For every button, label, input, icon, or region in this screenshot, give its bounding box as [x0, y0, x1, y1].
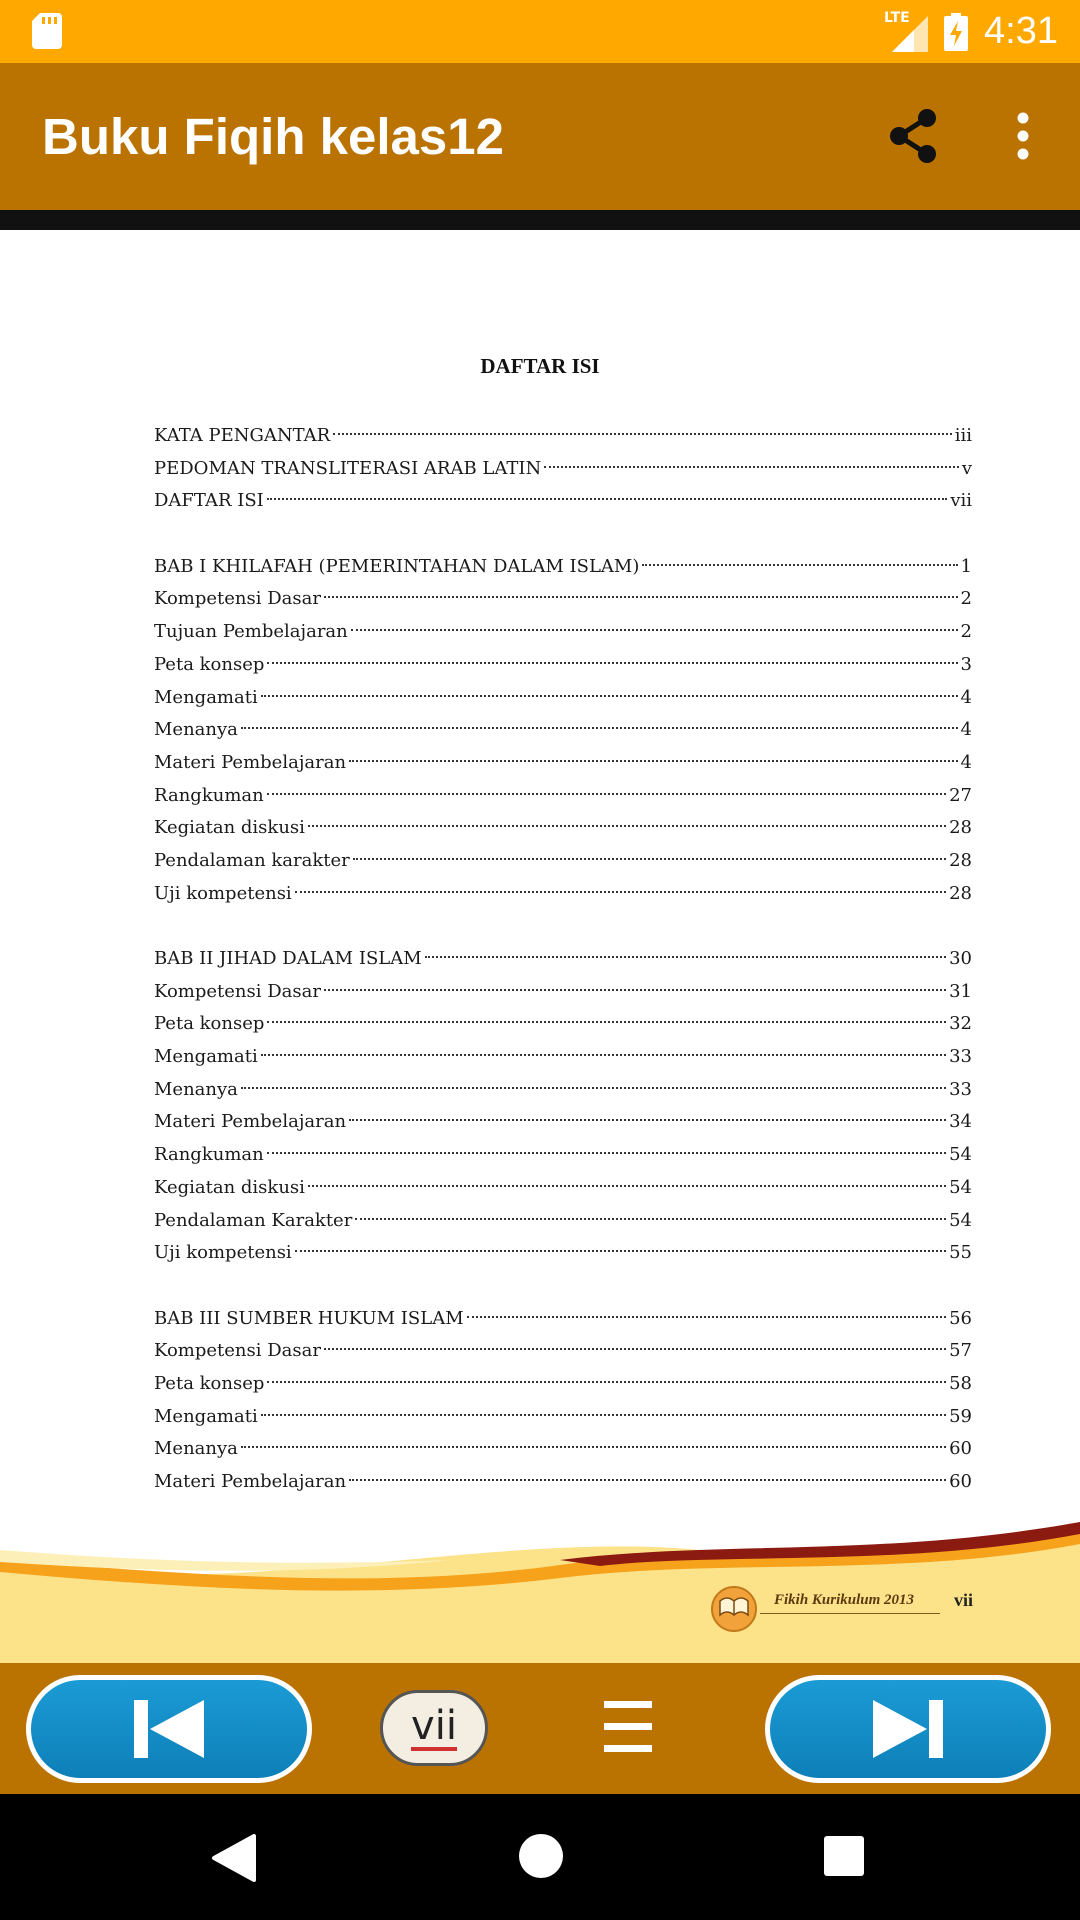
toc-entry[interactable]: [154, 583, 972, 616]
footer-page-number: vii: [954, 1590, 974, 1610]
footer-book-name: Fikih Kurikulum 2013: [774, 1592, 915, 1608]
toc-entry-page: 32: [949, 1013, 972, 1035]
toc-entry-label: Mengamati: [154, 1046, 258, 1068]
toc-entry-page: 56: [949, 1307, 972, 1329]
skip-previous-icon: [132, 1698, 206, 1760]
toc-leader-dots: [241, 727, 958, 729]
toc-leader-dots: [642, 564, 957, 566]
toc-entry[interactable]: [154, 1106, 972, 1139]
toc-entry-label: Materi Pembelajaran: [154, 1471, 347, 1492]
toc-entry-label: Mengamati: [154, 686, 258, 708]
sd-card-icon: [32, 13, 62, 49]
toc-leader-dots: [308, 825, 946, 827]
toc-leader-dots: [324, 1348, 946, 1350]
toc-entry-page: 1: [960, 555, 972, 577]
toc-entry[interactable]: [154, 976, 972, 1009]
toc-leader-dots: [241, 1446, 946, 1448]
toc-leader-dots: [349, 1479, 946, 1481]
toc-leader-dots: [267, 662, 957, 664]
toc-entry-page: 30: [949, 948, 972, 969]
toc-entry-label: Kegiatan diskusi: [154, 1176, 305, 1198]
toc-entry-label: Menanya: [154, 1078, 238, 1100]
previous-page-button[interactable]: [26, 1675, 312, 1783]
recent-apps-icon[interactable]: [824, 1836, 864, 1876]
toc-entry-page: 33: [949, 1046, 972, 1068]
status-bar: [0, 0, 1080, 63]
book-page[interactable]: [0, 230, 1080, 1663]
network-type: LTE: [884, 9, 910, 26]
table-of-contents: [154, 420, 972, 1499]
toc-entry-label: Tujuan Pembelajaran: [154, 621, 348, 643]
toc-leader-dots: [467, 1316, 946, 1318]
toc-leader-dots: [241, 1087, 946, 1089]
page-heading: DAFTAR ISI: [480, 354, 600, 378]
toc-leader-dots: [267, 1021, 946, 1023]
toc-leader-dots: [261, 695, 958, 697]
app-title: Buku Fiqih kelas12: [42, 108, 504, 165]
toc-entry-page: 55: [949, 1242, 972, 1264]
toc-entry[interactable]: [154, 1008, 972, 1041]
toc-entry-label: KATA PENGANTAR: [154, 425, 331, 446]
toc-leader-dots: [261, 1054, 946, 1056]
toc-entry-page: 58: [949, 1372, 972, 1394]
toc-entry-page: 3: [960, 653, 972, 675]
book-logo-icon: [710, 1585, 758, 1633]
toc-entry[interactable]: [154, 1335, 972, 1368]
toc-entry-page: 2: [960, 621, 972, 643]
toc-entry-page: 28: [949, 817, 972, 839]
toc-leader-dots: [267, 1152, 946, 1154]
toc-leader-dots: [349, 1119, 946, 1121]
toc-leader-dots: [351, 629, 958, 631]
toc-entry-label: Rangkuman: [154, 784, 264, 806]
toc-entry[interactable]: [154, 682, 972, 715]
toc-entry[interactable]: [154, 878, 972, 911]
toc-entry[interactable]: [154, 420, 972, 453]
menu-icon[interactable]: [600, 1693, 660, 1759]
toc-entry-page: 28: [949, 849, 972, 871]
toc-entry-label: Peta konsep: [154, 1013, 265, 1035]
toc-entry[interactable]: [154, 453, 972, 486]
toc-entry-page: 2: [960, 588, 972, 610]
toc-entry-page: 28: [949, 882, 972, 904]
toc-entry-label: Materi Pembelajaran: [154, 751, 347, 773]
toc-leader-dots: [544, 466, 959, 468]
toc-entry[interactable]: [154, 943, 972, 976]
toc-entry-label: BAB III SUMBER HUKUM ISLAM: [154, 1307, 464, 1329]
toc-entry-label: Menanya: [154, 1438, 238, 1460]
toc-entry[interactable]: [154, 551, 972, 584]
toc-entry-label: Rangkuman: [154, 1144, 264, 1166]
toc-entry-label: Uji kompetensi: [154, 882, 292, 904]
toc-entry[interactable]: [154, 1139, 972, 1172]
toc-entry-page: 59: [949, 1405, 972, 1427]
toc-entry[interactable]: [154, 1303, 972, 1336]
toc-entry-page: 60: [949, 1438, 972, 1460]
toc-entry-page: 4: [960, 719, 972, 741]
toc-entry[interactable]: [154, 1433, 972, 1466]
skip-next-icon: [871, 1698, 945, 1760]
toc-entry-label: Mengamati: [154, 1405, 258, 1427]
footer-decoration: [0, 1520, 1080, 1663]
toc-entry-page: 34: [949, 1111, 972, 1133]
home-icon[interactable]: [519, 1834, 563, 1878]
current-page-label: vii: [411, 1703, 457, 1749]
toc-entry-label: Kegiatan diskusi: [154, 817, 305, 839]
toc-leader-dots: [349, 760, 957, 762]
toc-entry-label: Kompetensi Dasar: [154, 588, 321, 610]
toc-leader-dots: [267, 498, 948, 500]
system-nav-bar: [0, 1794, 1080, 1920]
toc-leader-dots: [267, 1381, 946, 1383]
clock: 4:31: [984, 10, 1058, 52]
toc-entry-page: 60: [949, 1471, 972, 1492]
toc-leader-dots: [261, 1414, 946, 1416]
toc-entry[interactable]: [154, 714, 972, 747]
toc-entry-label: Pendalaman karakter: [154, 849, 350, 871]
toc-leader-dots: [425, 956, 946, 958]
toc-leader-dots: [295, 891, 946, 893]
toc-entry-label: Kompetensi Dasar: [154, 980, 321, 1002]
toc-entry[interactable]: [154, 845, 972, 878]
toc-entry[interactable]: [154, 485, 972, 518]
toc-leader-dots: [267, 793, 946, 795]
next-page-button[interactable]: [765, 1675, 1051, 1783]
toc-entry[interactable]: [154, 1237, 972, 1270]
toc-entry-label: Kompetensi Dasar: [154, 1340, 321, 1362]
toc-entry-page: iii: [954, 425, 972, 446]
reader-nav-bar: [0, 1663, 1080, 1794]
toc-entry-label: Peta konsep: [154, 1372, 265, 1394]
toc-entry[interactable]: [154, 1041, 972, 1074]
toc-leader-dots: [355, 1218, 946, 1220]
toc-entry[interactable]: [154, 1368, 972, 1401]
toc-spacer: [154, 910, 972, 943]
toc-leader-dots: [295, 1250, 946, 1252]
toc-entry[interactable]: [154, 1172, 972, 1205]
toc-leader-dots: [324, 989, 946, 991]
toc-spacer: [154, 1270, 972, 1303]
toc-entry-page: 31: [949, 980, 972, 1002]
toc-entry-page: 4: [960, 686, 972, 708]
toc-entry-page: 27: [949, 784, 972, 806]
toc-entry-page: 54: [949, 1176, 972, 1198]
share-icon: [887, 108, 939, 164]
toc-leader-dots: [353, 858, 946, 860]
toc-entry[interactable]: [154, 1074, 972, 1107]
toc-entry-page: vii: [950, 490, 972, 512]
toc-entry[interactable]: [154, 747, 972, 780]
toc-entry-label: PEDOMAN TRANSLITERASI ARAB LATIN: [154, 457, 542, 479]
toc-entry-label: Menanya: [154, 719, 238, 741]
toc-entry[interactable]: [154, 1466, 972, 1499]
toc-leader-dots: [324, 596, 958, 598]
toc-entry[interactable]: [154, 1401, 972, 1434]
toc-entry-label: Uji kompetensi: [154, 1242, 292, 1264]
toc-entry-label: BAB I KHILAFAH (PEMERINTAHAN DALAM ISLAM): [154, 555, 640, 577]
battery-charging-icon: [944, 13, 968, 51]
app-bar: [0, 63, 1080, 210]
toc-entry[interactable]: [154, 780, 972, 813]
toc-spacer: [154, 518, 972, 551]
app-bar-shadow: [0, 210, 1080, 230]
toc-entry[interactable]: [154, 812, 972, 845]
toc-leader-dots: [333, 433, 952, 435]
toc-entry-page: 33: [949, 1078, 972, 1100]
toc-entry-page: 54: [949, 1209, 972, 1231]
toc-entry-page: 57: [949, 1340, 972, 1362]
toc-entry-page: 54: [949, 1144, 972, 1166]
toc-entry[interactable]: [154, 1205, 972, 1238]
page-number-button[interactable]: [380, 1690, 488, 1766]
toc-entry-label: Materi Pembelajaran: [154, 1111, 347, 1133]
toc-entry-label: DAFTAR ISI: [154, 490, 264, 512]
toc-entry-page: 4: [960, 751, 972, 773]
toc-entry-page: v: [961, 457, 972, 479]
toc-entry[interactable]: [154, 649, 972, 682]
toc-entry-label: Peta konsep: [154, 653, 265, 675]
toc-entry-label: Pendalaman Karakter: [154, 1209, 353, 1231]
toc-entry[interactable]: [154, 616, 972, 649]
share-button[interactable]: [880, 103, 946, 169]
back-icon[interactable]: [210, 1834, 260, 1882]
toc-entry-label: BAB II JIHAD DALAM ISLAM: [154, 948, 422, 969]
more-vert-icon: [1016, 112, 1030, 160]
more-options-button[interactable]: [990, 103, 1056, 169]
toc-leader-dots: [308, 1185, 946, 1187]
footer-divider: [760, 1613, 940, 1614]
signal-icon: [884, 9, 928, 52]
